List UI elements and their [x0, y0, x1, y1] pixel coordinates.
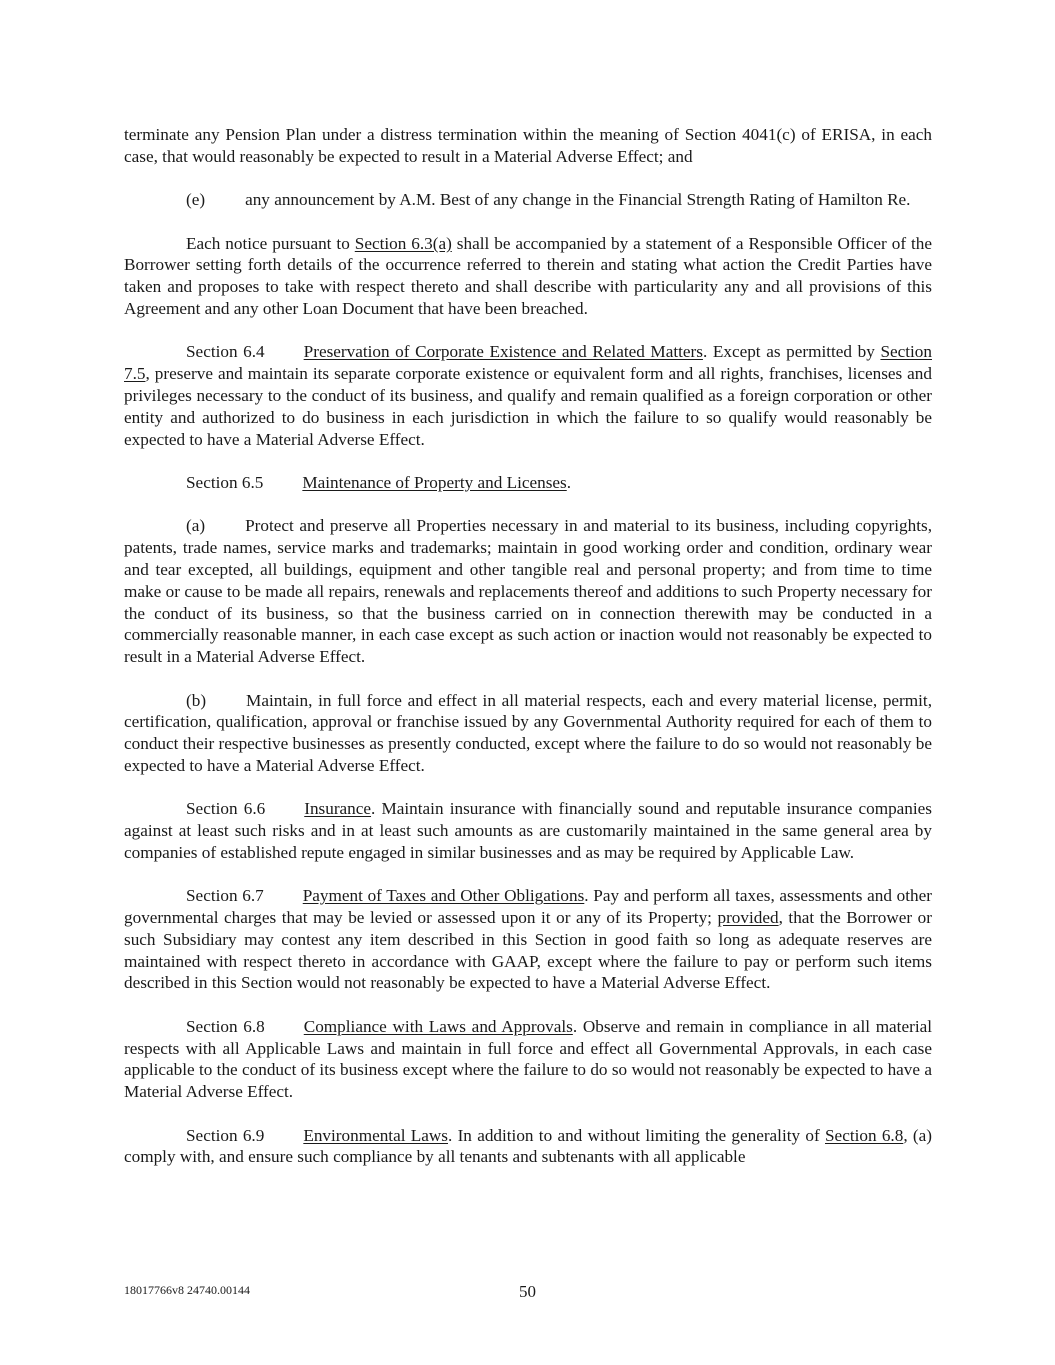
section-title: Environmental Laws — [303, 1125, 448, 1145]
footer-document-id: 18017766v8 24740.00144 — [124, 1283, 250, 1297]
provided-term: provided — [717, 908, 779, 928]
section-6-5-a — [124, 515, 932, 668]
section-number: Section 6.7 — [186, 886, 264, 906]
paragraph-item-e — [124, 189, 932, 211]
section-6-4: Section 6.4 Preservation of Corporate Existence and Related Matters. Except as permitted by Section 7.5, preserve and maintain its separate corporate existence or equivalent form and all rights, franchises, licenses and privileges necessary to the conduct of its business, and qualify and remain qualified as a foreign corporation or other entity and authorized to do business in each jurisdiction in which the failure to so qualify would reasonably be expected to have a Material Adverse Effect. — [124, 342, 932, 449]
item-text: Maintain, in full force and effect in all material respects, each and every material license, permit, certification, qualification, approval or franchise issued by any Governmental Authority required for each of them to conduct their respective businesses as presently conducted, except where the failure to do so would not reasonably be expected to have a Material Adverse Effect. — [124, 690, 932, 775]
paragraph-notice: Each notice pursuant to Section 6.3(a) shall be accompanied by a statement of a Responsible Officer of the Borrower setting forth details of the occurrence referred to therein and stating what action the Credit Parties have taken and proposes to take with respect thereto and shall describe with particularity any and all provisions of this Agreement and any other Loan Document that have been breached. — [124, 233, 932, 318]
section-reference-link: Section 6.8 — [825, 1125, 904, 1145]
document-body — [124, 124, 932, 1190]
section-title: Compliance with Laws and Approvals — [303, 1016, 573, 1036]
section-number: Section 6.9 — [186, 1125, 265, 1145]
section-6-7: Section 6.7 Payment of Taxes and Other Obligations. Pay and perform all taxes, assessments and other governmental charges that may be levied or assessed upon it or any of its Property; provided, that the Borrower or such Subsidiary may contest any item described in this Section in good faith so long as adequate reserves are maintained with respect thereto in accordance with GAAP, except where the failure to pay or perform such items described in this Section would not reasonably be expected to have a Material Adverse Effect. — [124, 886, 932, 993]
section-title: Insurance — [304, 799, 372, 819]
paragraph-pension-plan: terminate any Pension Plan under a distress termination within the meaning of Section 4041(c) of ERISA, in each case, that would reasonably be expected to result in a Material Adverse Effect; and — [124, 125, 932, 166]
section-number: Section 6.5 — [186, 472, 264, 492]
section-title: Preservation of Corporate Existence and Related Matters — [303, 342, 703, 362]
section-title: Payment of Taxes and Other Obligations — [302, 886, 585, 906]
item-label: (e) — [186, 190, 206, 210]
item-label: (a) — [186, 516, 206, 536]
section-number: Section 6.4 — [186, 342, 265, 362]
section-6-9: Section 6.9 Environmental Laws. In addition to and without limiting the generality of Section 6.8, (a) comply with, and ensure such compliance by all tenants and subtenants with all applicable — [124, 1125, 932, 1167]
section-reference-link: Section 7.5 — [124, 342, 932, 384]
section-number: Section 6.6 — [186, 799, 266, 819]
section-number: Section 6.8 — [186, 1016, 265, 1036]
item-text: any announcement by A.M. Best of any change in the Financial Strength Rating of Hamilton Re. — [245, 190, 911, 210]
section-6-5: Section 6.5 Maintenance of Property and Licenses. — [186, 472, 572, 492]
section-6-6: Section 6.6 Insurance. Maintain insurance with financially sound and reputable insurance companies against at least such risks and in at least such amounts as are customarily maintained in the same general area by companies of established repute engaged in similar businesses and as may be required by Applicable Law. — [124, 799, 932, 862]
section-title: Maintenance of Property and Licenses — [302, 472, 567, 492]
section-6-8: Section 6.8 Compliance with Laws and Approvals. Observe and remain in compliance in all material respects with all Applicable Laws and maintain in full force and effect all Governmental Approvals, in each case applicable to the conduct of its business except where the failure to do so would not reasonably be expected to have a Material Adverse Effect. — [124, 1016, 932, 1102]
section-6-5-b — [124, 690, 932, 777]
page-number: 50 — [519, 1282, 536, 1301]
item-text: Protect and preserve all Properties necessary in and material to its business, including copyrights, patents, trade names, service marks and trademarks; maintain in good working order and condition, ordinary wear and tear excepted, all buildings, equipment and other tangible real and personal property; and from time to time make or cause to be made all repairs, renewals and replacements thereof and additions to such Property necessary for the conduct of its business, so that the business carried on in connection therewith may be conducted in a commercially reasonable manner, in each case except as such action or inaction would not reasonably be expected to result in a Material Adverse Effect. — [124, 516, 932, 667]
section-reference-link: Section 6.3(a) — [354, 233, 452, 253]
item-label: (b) — [186, 690, 207, 710]
